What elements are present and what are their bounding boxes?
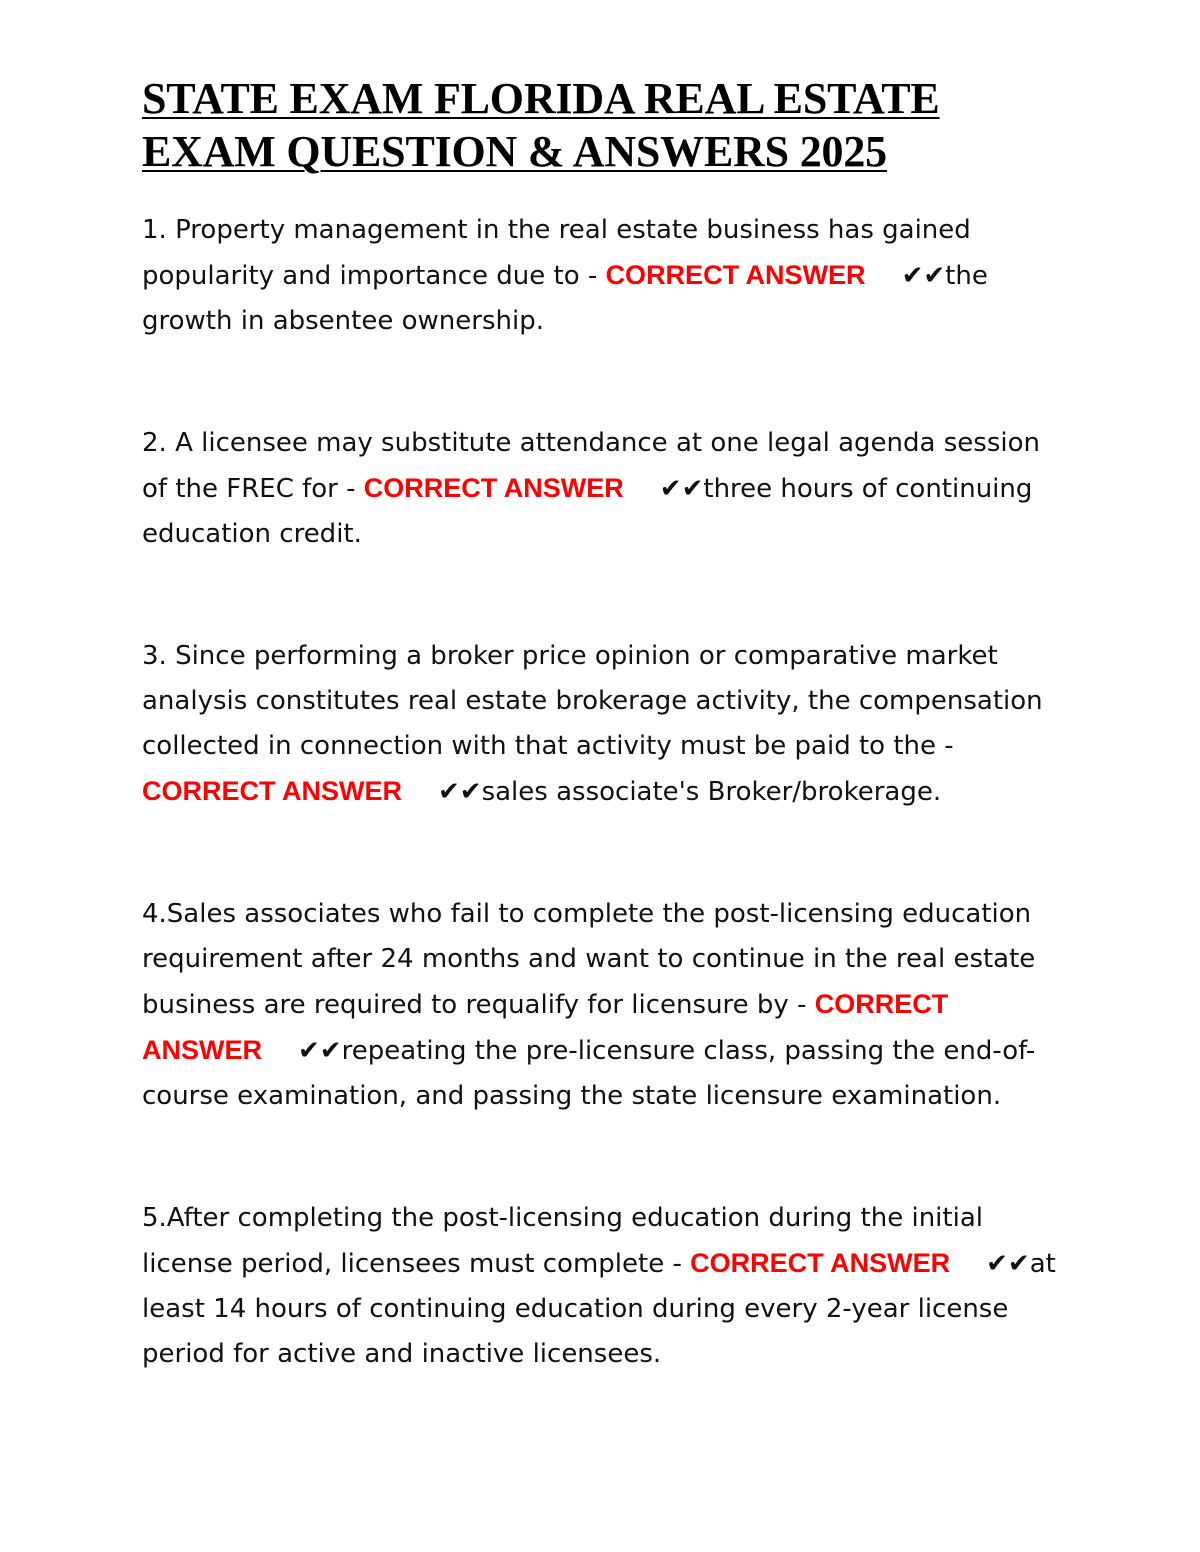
answer-text: at least 14 hours of continuing education during every 2-year license period for active and inactive licensees. — [142, 1249, 1056, 1369]
qa-paragraph — [142, 892, 1072, 1119]
document-title: STATE EXAM FLORIDA REAL ESTATE EXAM QUESTION & ANSWERS 2025 — [142, 74, 940, 176]
question-text: 5.After completing the post-licensing education during the initial license period, licensees must complete - — [142, 1203, 983, 1279]
question-text: 2. A licensee may substitute attendance at one legal agenda session of the FREC for - — [142, 428, 1040, 504]
correct-answer-label: CORRECT ANSWER — [363, 473, 624, 503]
question-text: 4.Sales associates who fail to complete the post-licensing education requirement after 24 months and want to continue in the real estate business are required to requalify for licensure by - — [142, 899, 1036, 1020]
qa-item-1 — [142, 208, 1072, 344]
qa-item-2 — [142, 421, 1072, 557]
answer-text: repeating the pre-licensure class, passing the end-of-course examination, and passing the state licensure examination. — [142, 1036, 1036, 1111]
correct-answer-label: CORRECT ANSWER — [605, 260, 866, 290]
qa-paragraph — [142, 421, 1072, 557]
qa-item-5 — [142, 1196, 1072, 1377]
answer-text: the growth in absentee ownership. — [142, 261, 988, 336]
double-check-icon: ✔✔ — [986, 1249, 1030, 1279]
double-check-icon: ✔✔ — [659, 474, 704, 504]
document-page — [142, 72, 1072, 1454]
correct-answer-label: CORRECT ANSWER — [142, 989, 949, 1065]
qa-paragraph — [142, 634, 1072, 815]
qa-item-3 — [142, 634, 1072, 815]
answer-text: sales associate's Broker/brokerage. — [481, 777, 942, 807]
qa-paragraph — [142, 1196, 1072, 1377]
correct-answer-label: CORRECT ANSWER — [690, 1248, 951, 1278]
correct-answer-label: CORRECT ANSWER — [142, 776, 402, 806]
question-text: 3. Since performing a broker price opinion or comparative market analysis constitutes real estate brokerage activity, the compensation collected in connection with that activity must be paid to the - — [142, 641, 1043, 761]
answer-text: three hours of continuing education credit. — [142, 474, 1033, 549]
double-check-icon: ✔✔ — [438, 777, 482, 807]
qa-item-4 — [142, 892, 1072, 1119]
double-check-icon: ✔✔ — [298, 1036, 342, 1066]
question-text: 1. Property management in the real estate business has gained popularity and importance due to - — [142, 215, 971, 291]
qa-paragraph — [142, 208, 1072, 344]
double-check-icon: ✔✔ — [901, 261, 946, 291]
